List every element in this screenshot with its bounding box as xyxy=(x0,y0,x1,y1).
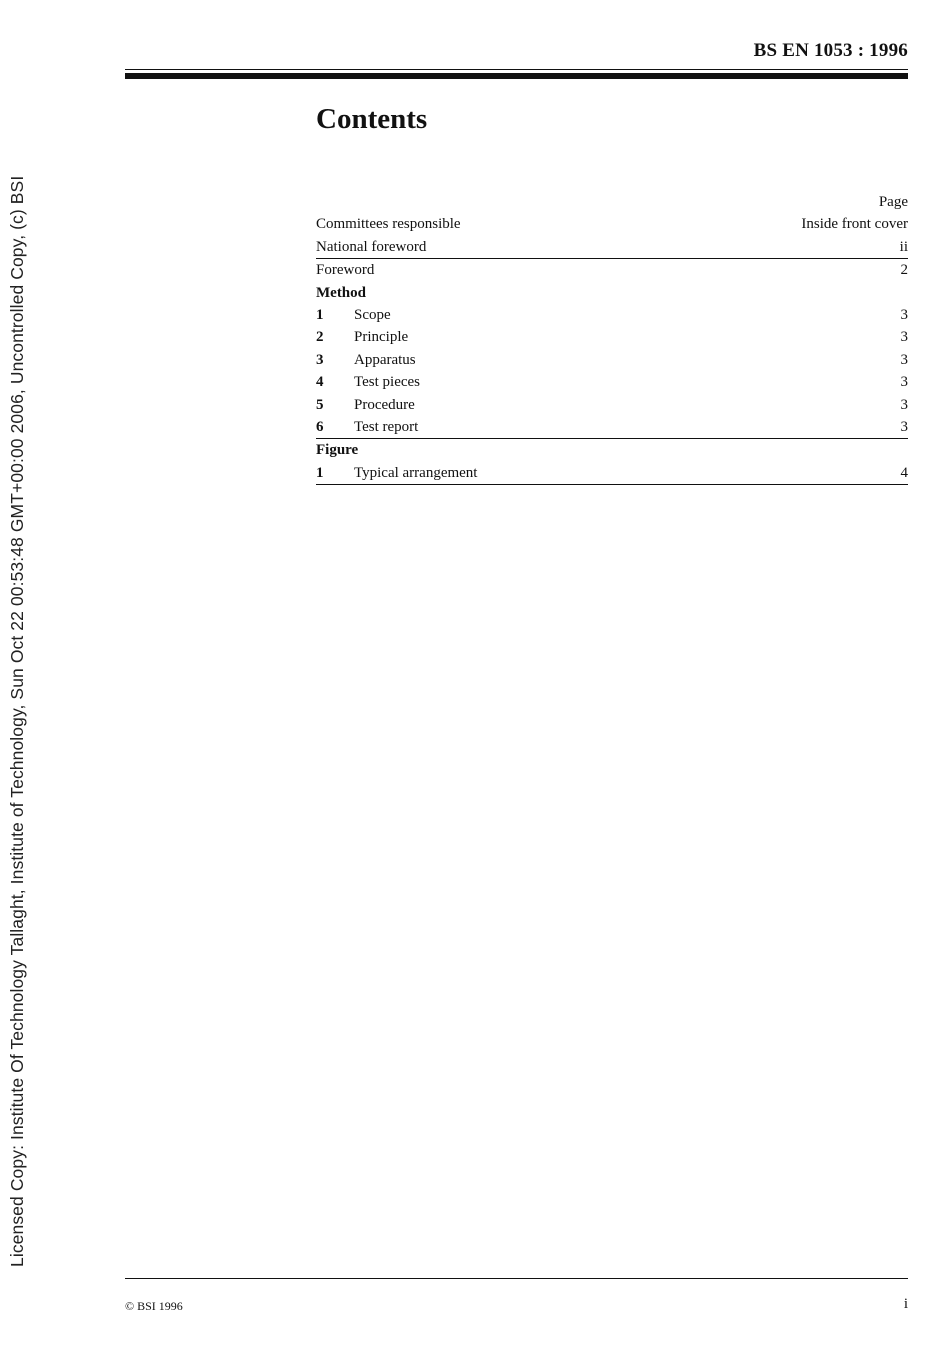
toc-entry-label: Procedure xyxy=(354,396,415,413)
toc-entry-test-report xyxy=(316,416,908,439)
toc-entry-committees xyxy=(316,213,908,235)
toc-entry-test-pieces xyxy=(316,371,908,393)
header-thin-rule xyxy=(125,69,908,70)
toc-entry-number: 3 xyxy=(316,351,324,368)
toc-entry-number: 2 xyxy=(316,329,324,346)
toc-entry-label: Apparatus xyxy=(354,351,416,368)
toc-section-heading-figure xyxy=(316,439,908,461)
toc-section-heading-method xyxy=(316,282,908,304)
toc-entry-foreword xyxy=(316,259,908,281)
toc-page-column-heading: Page xyxy=(878,194,908,210)
toc-entry-label: Typical arrangement xyxy=(354,464,478,481)
toc-entry-number: 5 xyxy=(316,396,324,413)
toc-entry-label: Test pieces xyxy=(354,374,421,391)
toc-entry-page: 3 xyxy=(900,306,908,323)
toc-entry-label: Foreword xyxy=(316,262,375,279)
toc-entry-procedure xyxy=(316,394,908,416)
toc-entry-page: 3 xyxy=(900,396,908,413)
toc-entry-principle xyxy=(316,326,908,348)
toc-entry-scope xyxy=(316,304,908,326)
toc-entry-number: 4 xyxy=(316,374,324,391)
toc-entry-number: 1 xyxy=(316,306,324,323)
toc-section-label: Method xyxy=(316,284,366,301)
toc-entry-national-foreword xyxy=(316,236,908,259)
toc-section-label: Figure xyxy=(316,442,359,459)
toc-page-heading-row xyxy=(316,191,908,213)
toc-entry-label: Test report xyxy=(354,418,419,435)
toc-entry-page: ii xyxy=(899,238,908,255)
toc-entry-label: Scope xyxy=(354,306,391,323)
toc-entry-page: 4 xyxy=(900,464,908,481)
toc-entry-label: Principle xyxy=(354,329,409,346)
toc-entry-page: 2 xyxy=(900,262,908,279)
footer-page-number: i xyxy=(903,1296,908,1312)
toc-entry-apparatus xyxy=(316,349,908,371)
license-watermark: Licensed Copy: Institute Of Technology Tallaght, Institute of Technology, Sun Oct 22 00:53:48 GMT+00:00 2006, Uncontrolled Copy, (c) BSI xyxy=(7,175,27,1267)
header-thick-rule xyxy=(125,73,908,79)
page-title: Contents xyxy=(316,103,428,135)
toc-entry-label: Committees responsible xyxy=(316,216,461,233)
toc-entry-page: 3 xyxy=(900,418,908,435)
standard-code-header: BS EN 1053 : 1996 xyxy=(753,40,908,61)
toc-entry-page: Inside front cover xyxy=(801,216,908,233)
toc-entry-label: National foreword xyxy=(316,238,427,255)
toc-entry-page: 3 xyxy=(900,351,908,368)
footer-copyright: © BSI 1996 xyxy=(125,1299,183,1313)
table-of-contents xyxy=(316,191,908,485)
toc-entry-number: 1 xyxy=(316,464,324,481)
footer-rule xyxy=(125,1278,908,1279)
toc-entry-page: 3 xyxy=(900,374,908,391)
toc-entry-page: 3 xyxy=(900,329,908,346)
toc-entry-number: 6 xyxy=(316,418,324,435)
toc-entry-typical-arrangement xyxy=(316,462,908,485)
